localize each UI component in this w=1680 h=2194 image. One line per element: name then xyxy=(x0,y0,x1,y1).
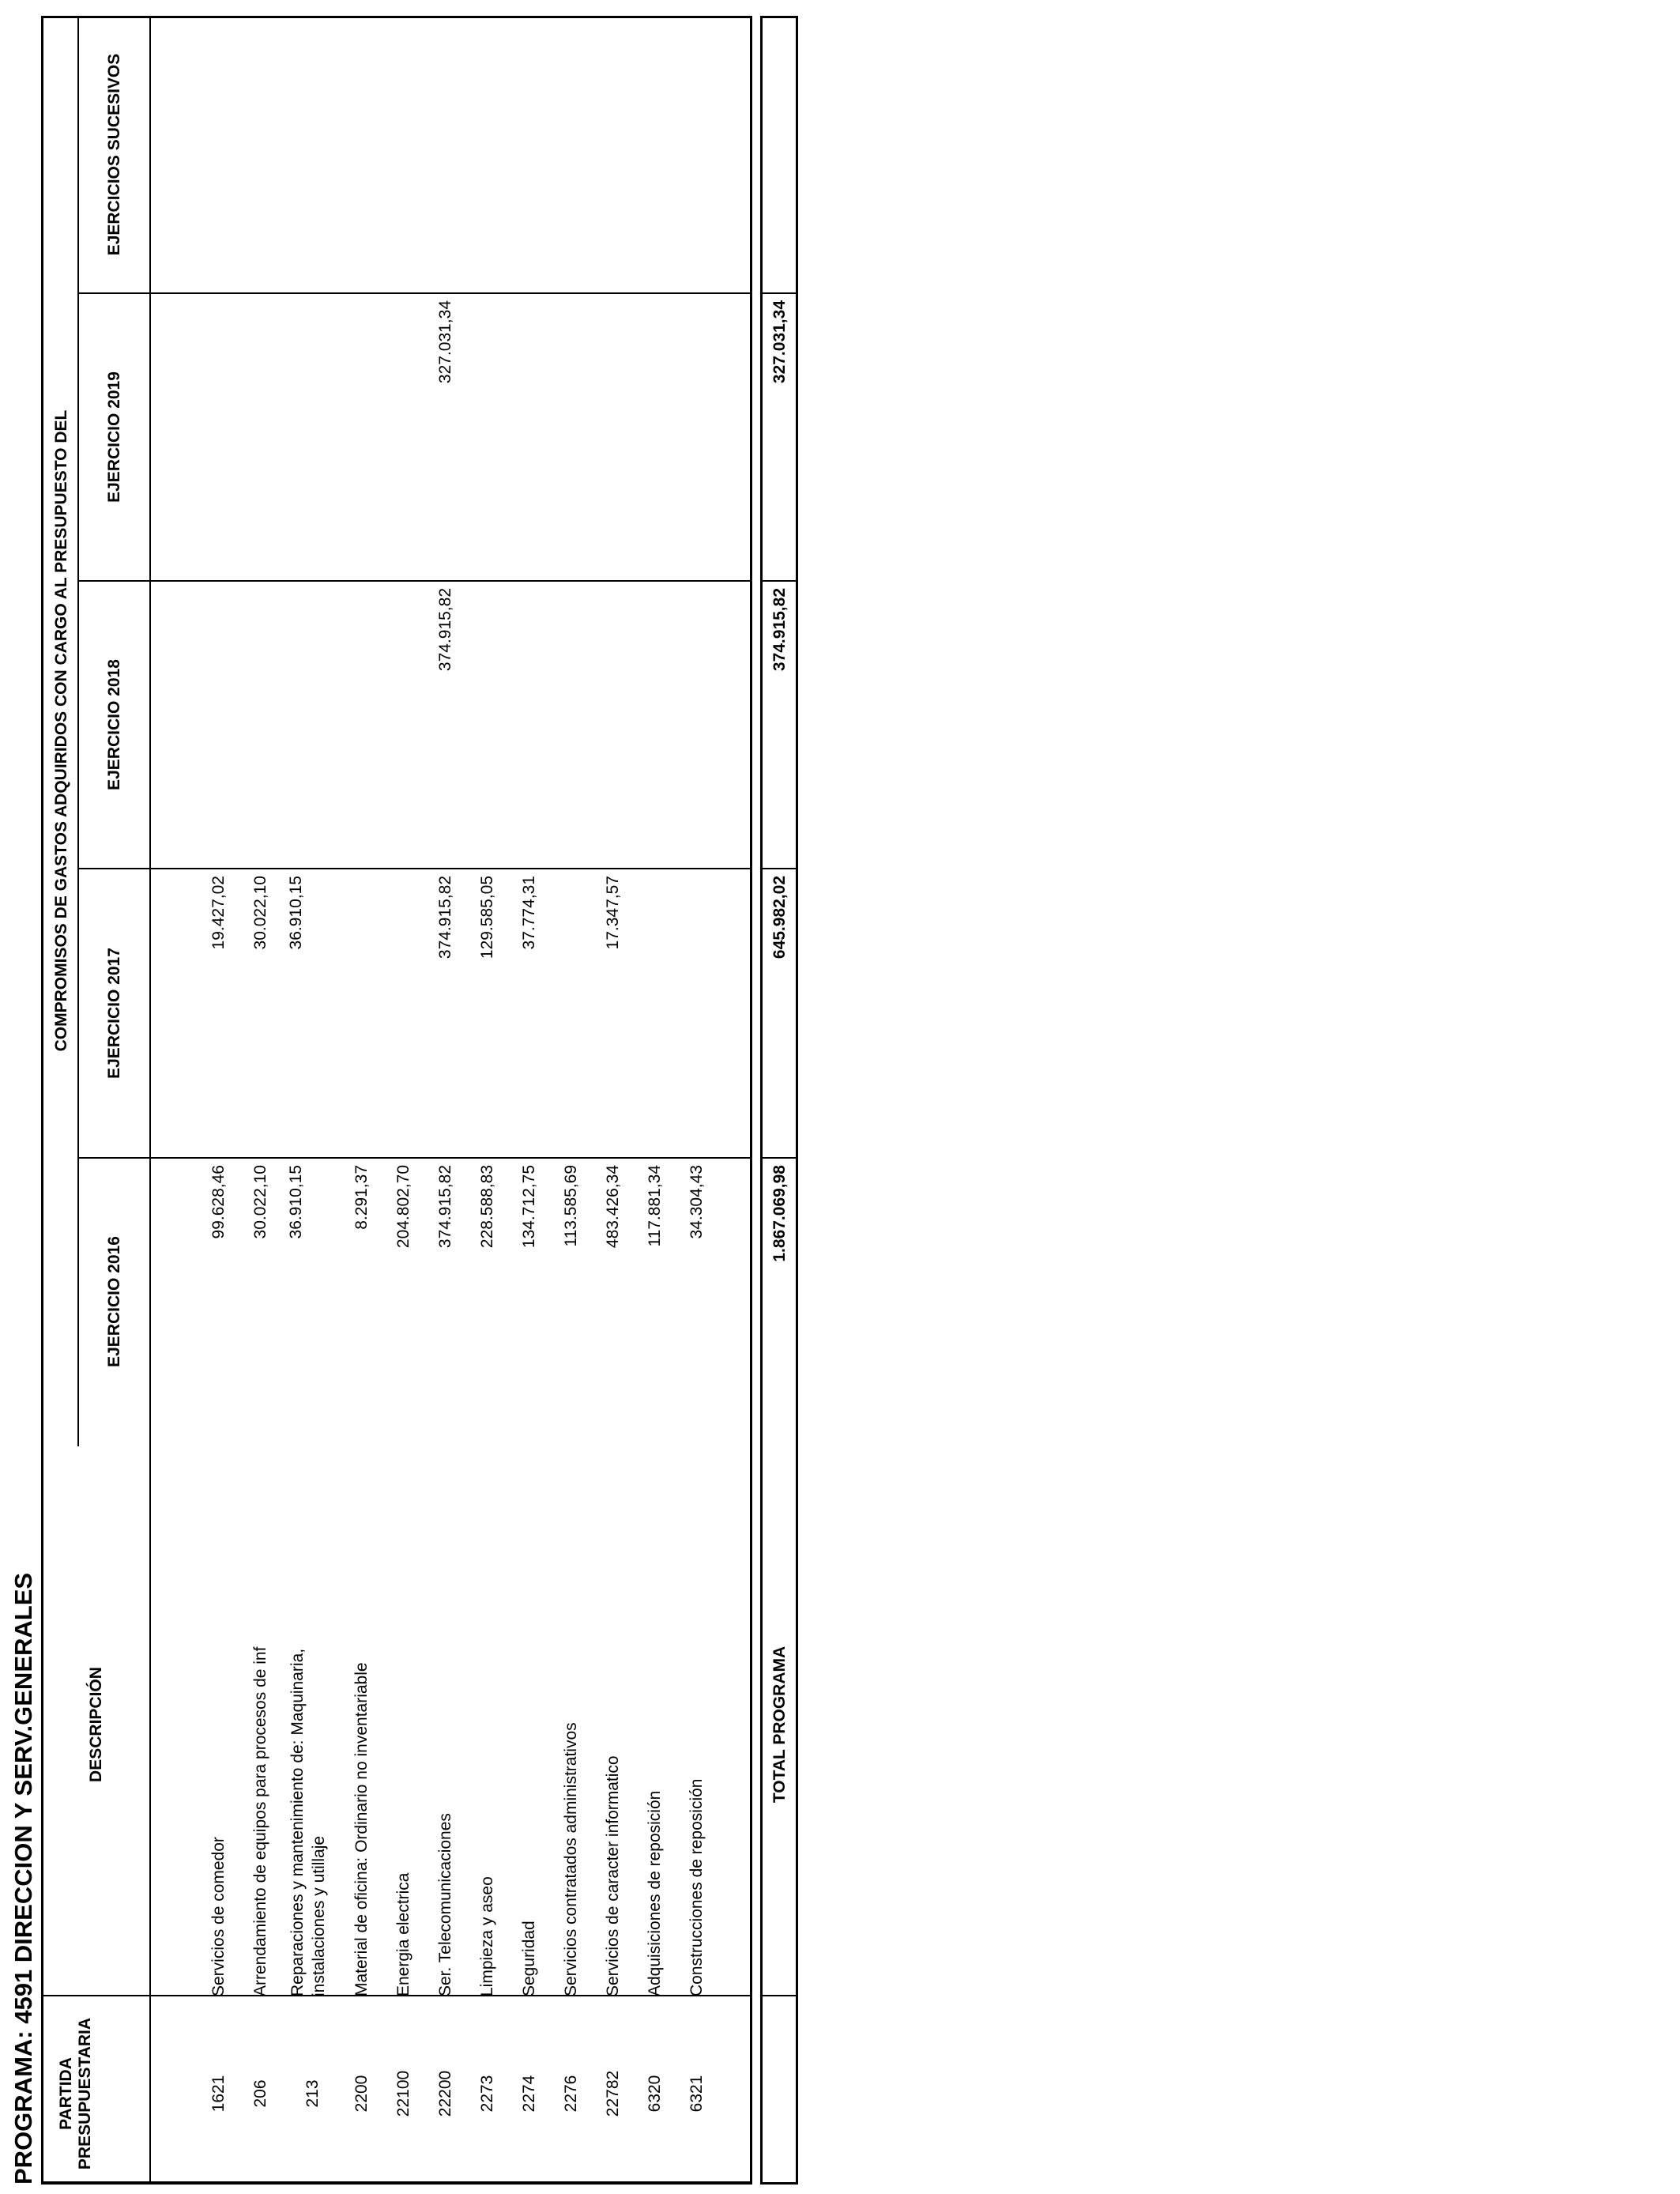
row-6321-partida: 6321 xyxy=(687,2075,706,2113)
header-partida-line1: PARTIDA xyxy=(57,2057,75,2130)
row-213-partida: 213 xyxy=(303,2079,322,2108)
row-22782-desc: Servicios de caracter informatico xyxy=(604,1755,622,1996)
total-col-line-2016 xyxy=(761,1157,797,1159)
row-22782-2017: 17.347,57 xyxy=(604,876,622,950)
row-22200-2016: 374.915,82 xyxy=(436,1165,454,1249)
total-label: TOTAL PROGRAMA xyxy=(770,1646,789,1804)
total-2018: 374.915,82 xyxy=(770,588,789,672)
col-line-2018 xyxy=(78,580,751,582)
header-ejercicio-2018: EJERCICIO 2018 xyxy=(105,659,123,790)
header-ejercicio-2016: EJERCICIO 2016 xyxy=(105,1236,123,1367)
row-2274-desc: Seguridad xyxy=(520,1921,538,1996)
row-206-desc: Arrendamiento de equipos para procesos de inf xyxy=(251,1646,269,1996)
header-descripcion: DESCRIPCIÓN xyxy=(87,1667,105,1782)
row-22200-2017: 374.915,82 xyxy=(436,876,454,959)
header-ejercicio-2017: EJERCICIO 2017 xyxy=(105,948,123,1079)
header-bottom-line xyxy=(149,17,151,2184)
header-ejercicio-2019: EJERCICIO 2019 xyxy=(105,371,123,503)
row-2273-2016: 228.588,83 xyxy=(478,1165,496,1249)
row-2276-partida: 2276 xyxy=(562,2075,580,2113)
row-22200-desc: Ser. Telecomunicaciones xyxy=(436,1813,454,1996)
header-compromisos: COMPROMISOS DE GASTOS ADQUIRIDOS CON CARGO AL PRESUPUESTO DEL xyxy=(52,409,70,1052)
row-2274-2016: 134.712,75 xyxy=(520,1165,538,1249)
row-22782-2016: 483.426,34 xyxy=(604,1165,622,1249)
header-partida-line2: PRESUPUESTARIA xyxy=(76,2017,94,2170)
row-6321-desc: Construcciones de reposición xyxy=(687,1778,706,1996)
row-22200-partida: 22200 xyxy=(436,2070,454,2117)
row-6320-2016: 117.881,34 xyxy=(646,1165,664,1247)
compromisos-bottom-line xyxy=(77,17,79,1446)
col-line-2019 xyxy=(78,292,751,294)
row-22100-desc: Energia electrica xyxy=(394,1872,412,1996)
row-22100-2016: 204.802,70 xyxy=(394,1165,412,1249)
row-22200-2019: 327.031,34 xyxy=(436,300,454,384)
program-title: PROGRAMA: 4591 DIRECCION Y SERV.GENERALES xyxy=(9,1572,37,2185)
row-2276-desc: Servicios contratados administrativos xyxy=(562,1722,580,1996)
row-2274-partida: 2274 xyxy=(520,2075,538,2113)
row-6320-partida: 6320 xyxy=(646,2075,664,2113)
total-2017: 645.982,02 xyxy=(770,876,789,959)
total-col-line-2019 xyxy=(761,292,797,294)
row-2200-2016: 8.291,37 xyxy=(352,1165,371,1230)
total-2019: 327.031,34 xyxy=(770,300,789,384)
row-206-2016: 30.022,10 xyxy=(251,1165,269,1239)
row-2200-desc: Material de oficina: Ordinario no inventariable xyxy=(352,1662,371,1996)
row-2276-2016: 113.585,69 xyxy=(562,1165,580,1247)
total-col-line-2017 xyxy=(761,868,797,869)
row-6321-2016: 34.304,43 xyxy=(687,1165,706,1239)
col-line-2017 xyxy=(78,868,751,869)
row-6320-desc: Adquisiciones de reposición xyxy=(646,1790,664,1996)
row-206-partida: 206 xyxy=(251,2079,269,2108)
row-2200-partida: 2200 xyxy=(352,2075,371,2113)
row-213-desc: Reparaciones y mantenimiento de: Maquinaria, instalaciones y utillaje xyxy=(288,1648,328,1996)
total-col-line-2018 xyxy=(761,580,797,582)
row-2273-partida: 2273 xyxy=(478,2075,496,2113)
row-213-2017: 36.910,15 xyxy=(287,876,305,950)
row-22782-partida: 22782 xyxy=(604,2070,622,2117)
row-1621-2016: 99.628,46 xyxy=(209,1165,228,1239)
row-2273-2017: 129.585,05 xyxy=(478,876,496,959)
col-line-2016 xyxy=(78,1157,751,1159)
row-1621-partida: 1621 xyxy=(209,2075,228,2113)
row-206-2017: 30.022,10 xyxy=(251,876,269,950)
total-2016: 1.867.069,98 xyxy=(770,1165,789,1262)
header-ejercicios-sucesivos: EJERCICIOS SUCESIVOS xyxy=(105,53,123,256)
row-213-2016: 36.910,15 xyxy=(287,1165,305,1239)
row-22100-partida: 22100 xyxy=(394,2070,412,2117)
row-2274-2017: 37.774,31 xyxy=(520,876,538,950)
row-1621-2017: 19.427,02 xyxy=(209,876,228,950)
row-22200-2018: 374.915,82 xyxy=(436,588,454,672)
row-1621-desc: Servicios de comedor xyxy=(209,1837,228,1996)
row-2273-desc: Limpieza y aseo xyxy=(478,1876,496,1996)
